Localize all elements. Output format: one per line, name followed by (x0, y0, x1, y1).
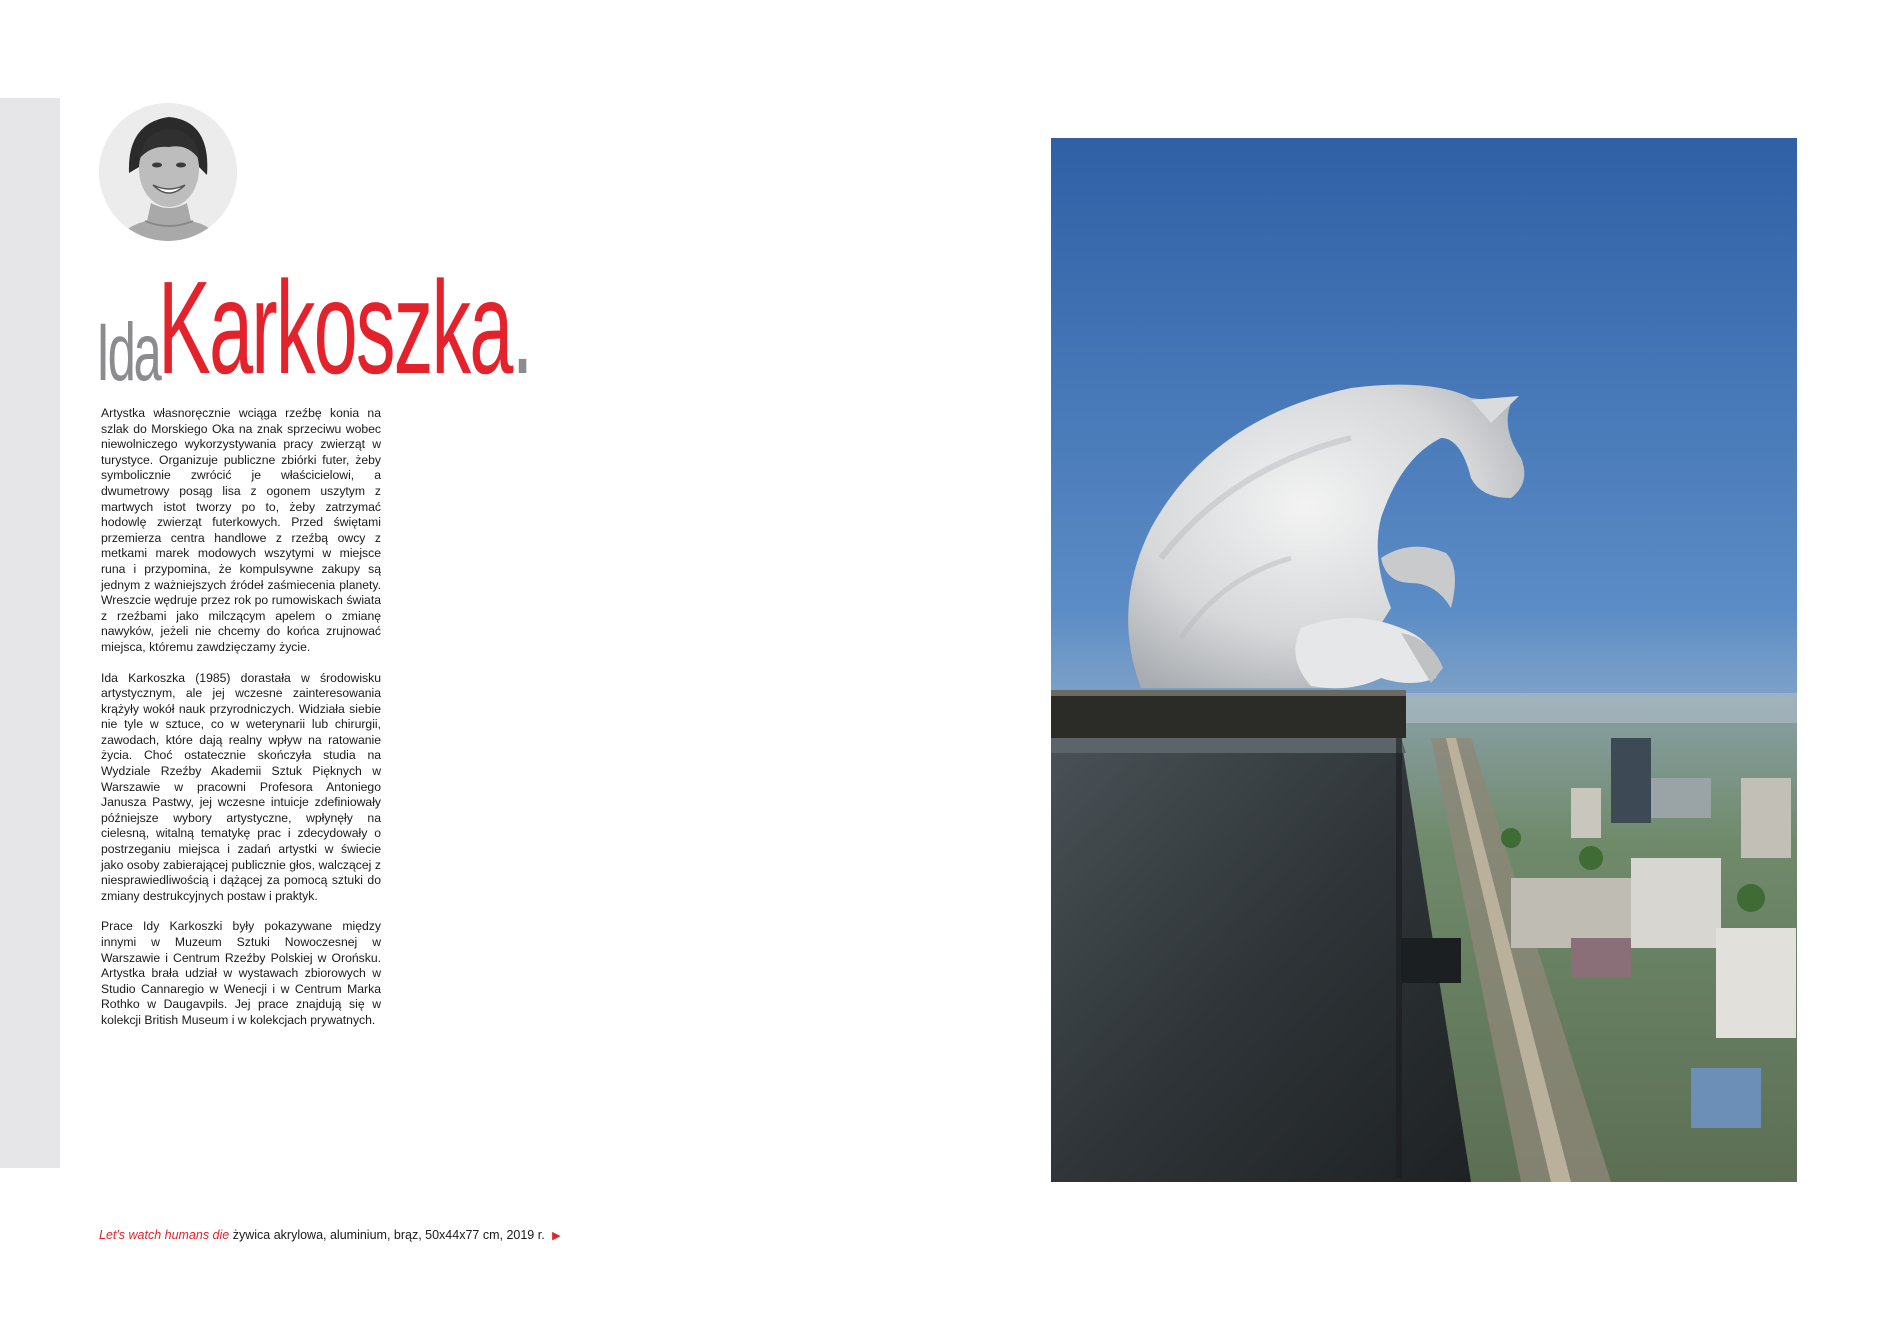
sculpture-photo (1051, 138, 1797, 1182)
paragraph-2: Ida Karkoszka (1985) dorastała w środowisku artystycznym, ale jej wczesne zainteresowania krążyły wokół nauk przyrodniczych. Widziała siebie nie tyle w sztuce, co w weterynarii lub chirurgii, zawodach, które dają realny wpływ na ratowanie życia. Choć ostatecznie skończyła studia na Wydziale Rzeźby Akademii Sztuk Pięknych w Warszawie w pracowni Profesora Antoniego Janusza Pastwy, jej wczesne intuicje zdefiniowały późniejsze wybory artystyczne, wpłynęły na cielesną, witalną tematykę prac i zdecydowały o postrzeganiu miejsca i zadań artystki w świecie jako osoby zabierającej publicznie głos, walczącej z niesprawiedliwością i dążącej za pomocą sztuki do zmiany destrukcyjnych postaw i praktyk. (101, 670, 381, 903)
artwork-details: żywica akrylowa, aluminium, brąz, 50x44x77 cm, 2019 r. (232, 1228, 545, 1242)
artist-portrait (99, 103, 237, 241)
artist-name-heading (96, 254, 781, 401)
paragraph-3: Prace Idy Karkoszki były pokazywane między innymi w Muzeum Sztuki Nowoczesnej w Warszawie i Centrum Rzeźby Polskiej w Orońsku. Artystka brała udział w wystawach zbiorowych w Studio Cannaregio w Wenecji i w Centrum Marka Rothko w Daugavpils. Jej prace znajdują się w kolekcji British Museum i w kolekcjach prywatnych. (101, 919, 381, 1027)
play-arrow-icon: ▶ (552, 1230, 561, 1242)
artist-last-name (158, 254, 532, 401)
artist-first-name: Ida (96, 307, 160, 398)
artist-last-name-text: Karkoszka (158, 254, 512, 401)
artwork-caption (99, 1228, 561, 1242)
title-dot: . (511, 254, 532, 401)
decorative-side-bar (0, 98, 60, 1168)
paragraph-1: Artystka własnoręcznie wciąga rzeźbę konia na szlak do Morskiego Oka na znak sprzeciwu wobec niewolniczego wykorzystywania pracy zwierząt w turystyce. Organizuje publiczne zbiórki futer, żeby symbolicznie zwrócić je właścicielowi, a dwumetrowy posąg lisa z ogonem uszytym z martwych istot tworzy po to, żeby zatrzymać hodowlę zwierząt futerkowych. Przed świętami przemierza centra handlowe z rzeźbą owcy z metkami marek modowych wszytymi w miejsce runa i przypomina, że kompulsywne zakupy są jednym z ważniejszych źródeł zaśmiecenia planety. Wreszcie wędruje przez rok po rumowiskach świata z rzeźbami jako milczącym apelem o zmianę nawyków, jeżeli nie chcemy do końca zrujnować miejsca, któremu zawdzięczamy życie. (101, 406, 381, 654)
artwork-title: Let's watch humans die (99, 1228, 230, 1242)
article-body (101, 406, 381, 1044)
